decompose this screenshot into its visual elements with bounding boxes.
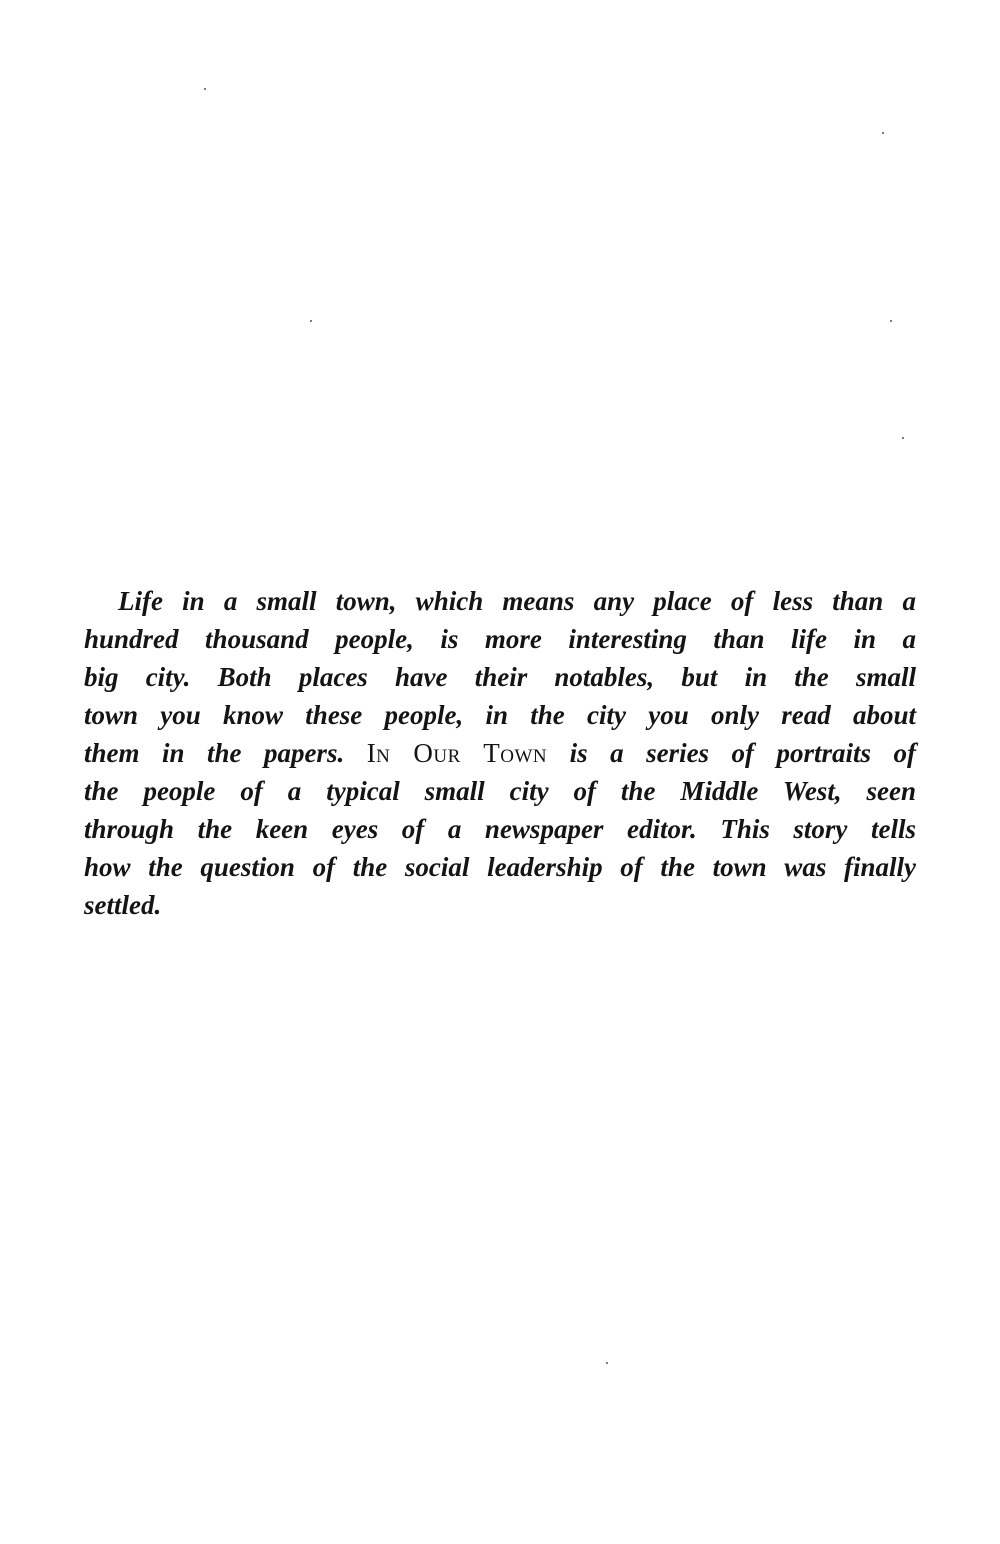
blurb-segment: them in the papers. bbox=[84, 738, 345, 768]
book-blurb bbox=[84, 582, 916, 924]
blurb-line-with-title bbox=[84, 734, 916, 772]
blurb-line: how the question of the social leadership of the town was finally bbox=[84, 852, 916, 882]
scan-speck bbox=[310, 320, 312, 322]
blurb-segment: is a series of portraits of bbox=[569, 738, 916, 768]
blurb-line: settled. bbox=[84, 890, 162, 920]
blurb-line: town you know these people, in the city you only read about bbox=[84, 700, 916, 730]
scan-speck bbox=[890, 320, 892, 322]
blurb-line: the people of a typical small city of the Middle West, seen bbox=[84, 776, 916, 806]
scan-speck bbox=[204, 88, 206, 90]
book-title: In Our Town bbox=[366, 738, 548, 768]
scan-speck bbox=[606, 1362, 608, 1364]
scan-speck bbox=[882, 132, 884, 134]
blurb-line: hundred thousand people, is more interesting than life in a bbox=[84, 624, 916, 654]
scan-speck bbox=[902, 437, 904, 439]
blurb-line: Life in a small town, which means any place of less than a bbox=[118, 586, 916, 616]
blurb-line: big city. Both places have their notables, but in the small bbox=[84, 662, 916, 692]
blurb-line: through the keen eyes of a newspaper editor. This story tells bbox=[84, 814, 916, 844]
